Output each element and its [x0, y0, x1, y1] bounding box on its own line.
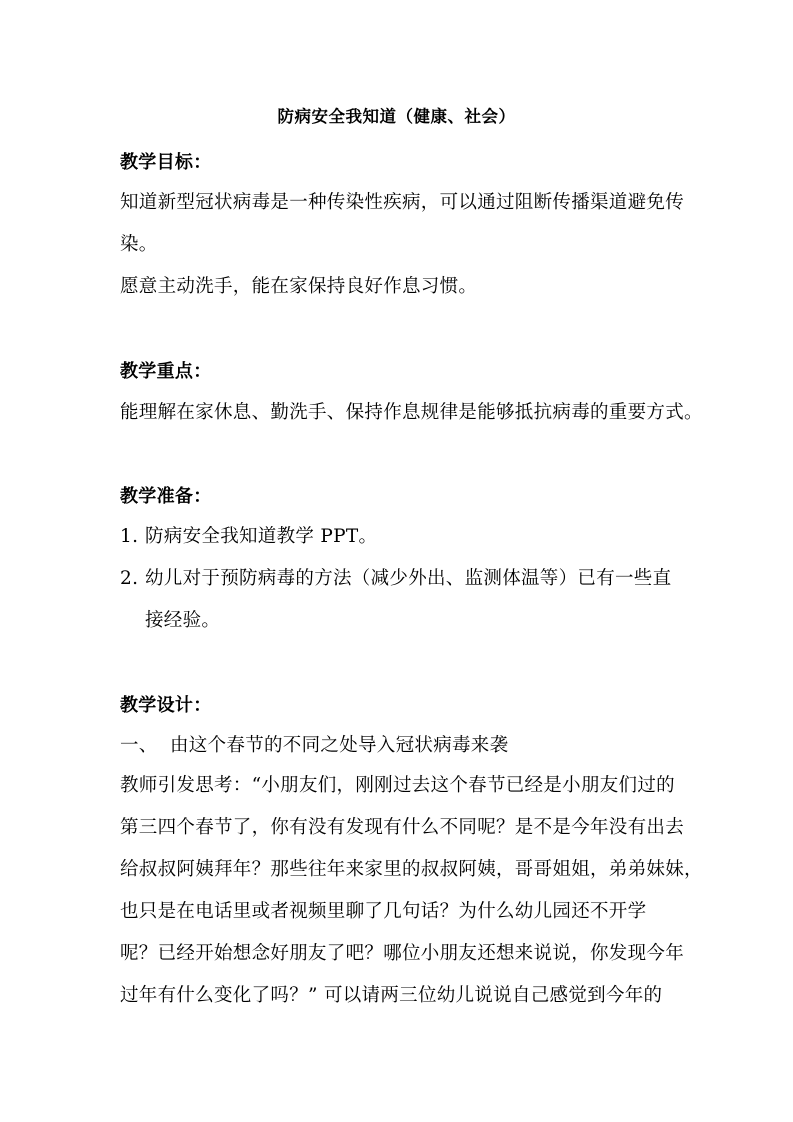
design-paragraph-line: 过年有什么变化了吗？” 可以请两三位幼儿说说自己感觉到今年的: [120, 985, 663, 1006]
objectives-heading: 教学目标：: [120, 152, 212, 173]
design-paragraph-line: 呢？已经开始想念好朋友了吧？哪位小朋友还想来说说，你发现今年: [120, 943, 685, 964]
preparation-item: [120, 522, 377, 548]
design-paragraph-line: 也只是在电话里或者视频里聊了几句话？为什么幼儿园还不开学: [120, 901, 647, 922]
list-number: 2.: [120, 568, 139, 589]
design-paragraph-line: 教师引发思考：“小朋友们，刚刚过去这个春节已经是小朋友们过的: [120, 775, 675, 796]
document-title: 防病安全我知道（健康、社会）: [277, 107, 516, 126]
focus-line: 能理解在家休息、勤洗手、保持作息规律是能够抵抗病毒的重要方式。: [120, 402, 703, 423]
objectives-line: 知道新型冠状病毒是一种传染性疾病，可以通过阻断传播渠道避免传: [120, 192, 685, 213]
design-section-title: [120, 731, 508, 757]
design-heading: 教学设计：: [120, 695, 212, 716]
section-title-text: 由这个春节的不同之处导入冠状病毒来袭: [170, 735, 509, 756]
list-item-text: 幼儿对于预防病毒的方法（减少外出、监测体温等）已有一些直: [145, 568, 672, 589]
design-paragraph-line: 给叔叔阿姨拜年？那些往年来家里的叔叔阿姨，哥哥姐姐，弟弟妹妹，: [120, 859, 703, 880]
focus-heading: 教学重点：: [120, 361, 212, 382]
preparation-item: [120, 564, 671, 590]
design-paragraph-line: 第三四个春节了，你有没有发现有什么不同呢？是不是今年没有出去: [120, 817, 685, 838]
objectives-line: 愿意主动洗手，能在家保持良好作息习惯。: [120, 276, 478, 297]
preparation-heading: 教学准备：: [120, 486, 212, 507]
list-number: 1.: [120, 526, 139, 547]
objectives-line: 染。: [120, 234, 158, 255]
preparation-item-continuation: 接经验。: [145, 610, 221, 631]
list-item-text: 防病安全我知道教学 PPT。: [145, 526, 378, 547]
section-number: 一、: [120, 735, 158, 756]
